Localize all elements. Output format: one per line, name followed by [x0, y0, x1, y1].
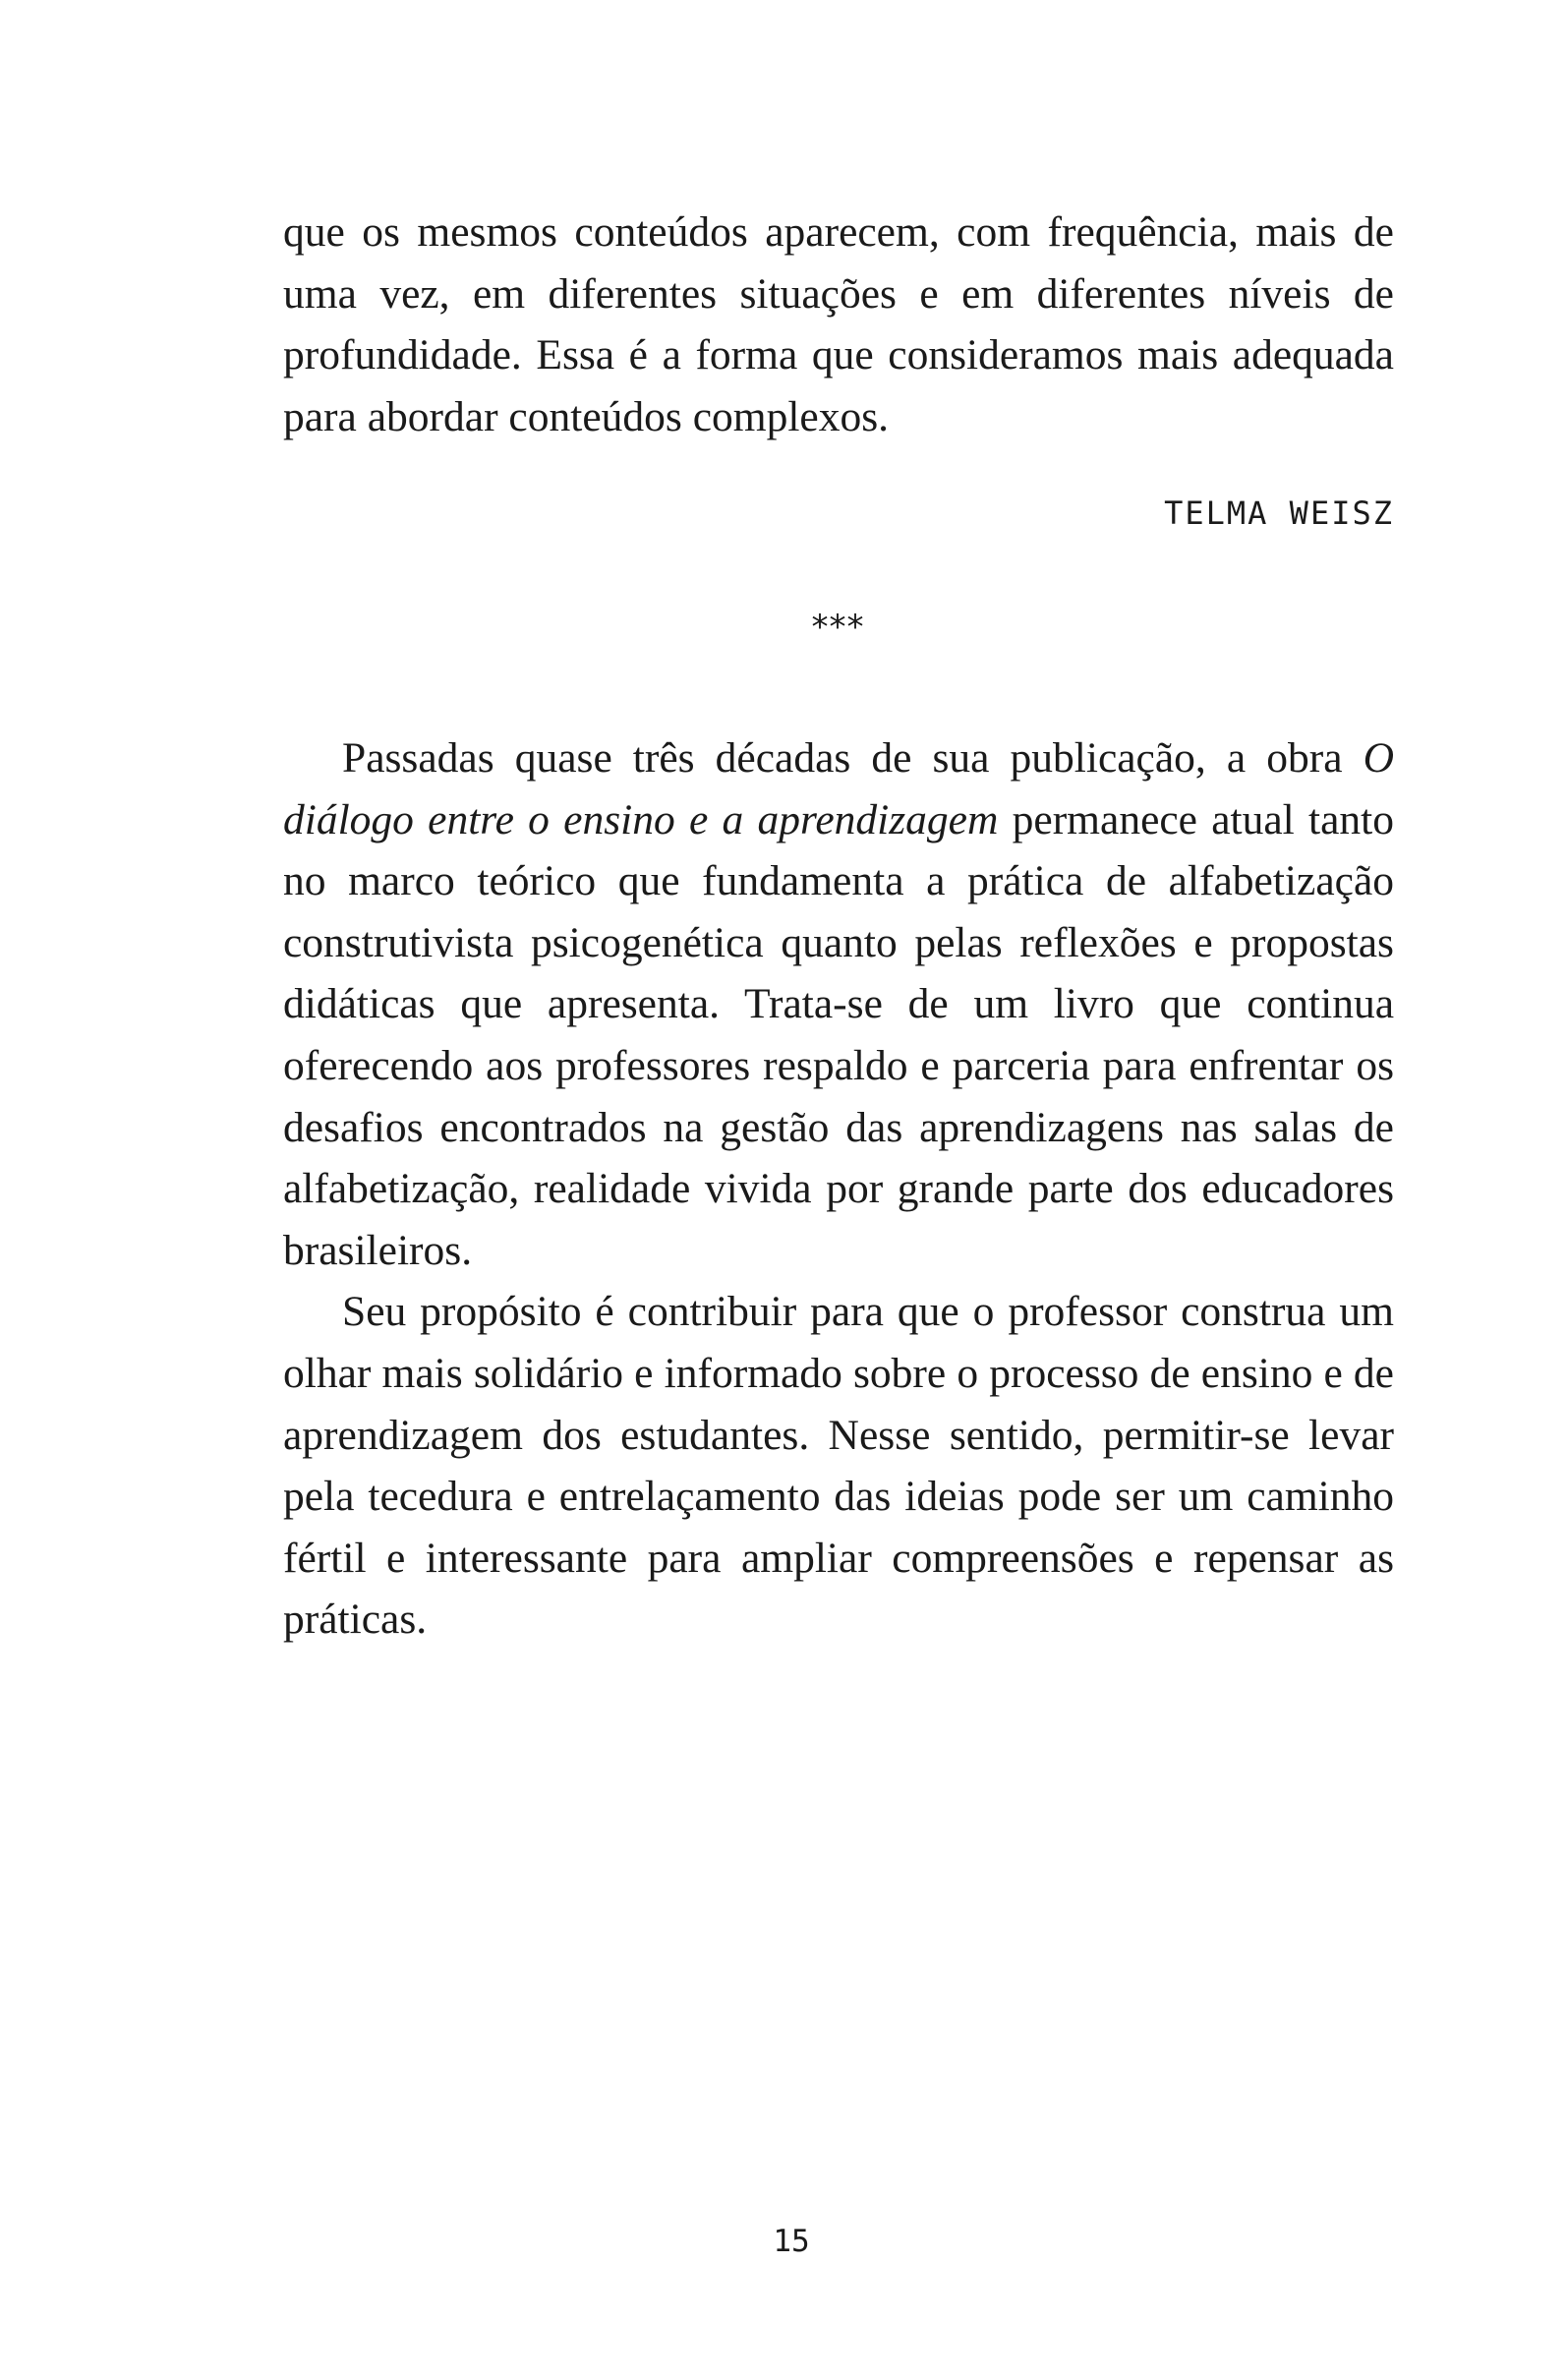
quote-attribution: TELMA WEISZ	[1164, 494, 1394, 532]
body-paragraph-1	[283, 727, 1394, 1281]
page-number: 15	[773, 2224, 810, 2259]
body-paragraph-2: Seu propósito é contribuir para que o professor construa um olhar mais solidário e informado sobre o processo de ensino e de aprendizagem dos estudantes. Nesse sentido, permitir-se levar pela tecedura e entrelaçamento das ideias pode ser um caminho fértil e interessante para ampliar compreensões e repensar as práticas.	[283, 1288, 1394, 1644]
paragraph-1-intro: Passadas quase três décadas de sua publicação, a obra	[342, 734, 1364, 782]
section-separator: ***	[811, 608, 865, 647]
body-text-block	[283, 727, 1394, 1651]
opening-paragraph: que os mesmos conteúdos aparecem, com frequência, mais de uma vez, em diferentes situações e em diferentes níveis de profundidade. Essa é a forma que consideramos mais adequada para abordar conteúdos complexos.	[283, 208, 1394, 440]
book-title-italic: O diálogo entre o ensino e a aprendizagem	[283, 734, 1394, 843]
paragraph-1-rest: permanece atual tanto no marco teórico que fundamenta a prática de alfabetização construtivista psicogenética quanto pelas reflexões e propostas didáticas que apresenta. Trata-se de um livro que continua oferecendo aos professores respaldo e parceria para enfrentar os desafios encontrados na gestão das aprendizagens nas salas de alfabetização, realidade vivida por grande parte dos educadores brasileiros.	[283, 795, 1394, 1274]
opening-paragraph-block	[283, 202, 1394, 447]
